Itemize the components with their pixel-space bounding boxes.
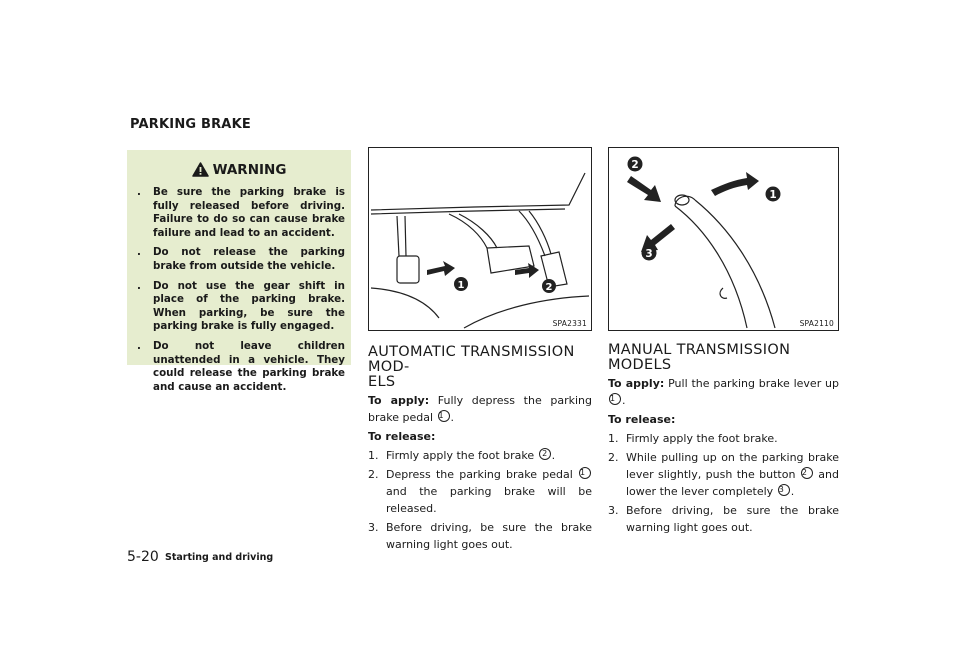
step-number: 1. (608, 432, 619, 445)
bullet: . (137, 186, 141, 198)
apply-paragraph (608, 375, 839, 409)
callout-1-label: 1 (769, 189, 777, 201)
warning-item-text: Do not release the parking brake from outside the vehicle. (153, 246, 345, 272)
manual-section (608, 343, 839, 536)
warning-item-text: Do not use the gear shift in place of the parking brake. When parking, be sure the parking brake is fully engaged. (153, 279, 345, 333)
warning-box (127, 150, 351, 393)
callout-ref: 2 (539, 448, 551, 460)
pedal-drawing (369, 148, 591, 330)
warning-item (135, 246, 345, 273)
warning-item (135, 340, 345, 394)
apply-label: To apply: (608, 377, 665, 390)
pedal-illustration (368, 147, 592, 331)
apply-paragraph (368, 392, 592, 426)
manual-heading: MANUAL TRANSMISSION MODELS (608, 342, 791, 373)
apply-text: Pull the parking brake lever up (668, 377, 839, 390)
callout-ref: 1 (609, 393, 621, 405)
callout-ref: 3 (778, 484, 790, 496)
callout-ref: 2 (801, 467, 813, 479)
arrow-icon (627, 176, 661, 202)
bullet: . (137, 339, 141, 352)
step-text: Firmly apply the foot brake. (626, 432, 778, 445)
step-text: and the parking brake will be released. (386, 485, 592, 515)
automatic-body (368, 392, 592, 553)
callout-2-label: 2 (545, 282, 553, 293)
callout-1-label: 1 (457, 280, 465, 291)
arrow-icon (427, 261, 455, 276)
page-number: 5-20 (127, 549, 159, 565)
footer-section: Starting and driving (165, 552, 274, 563)
warning-item-text: Do not leave children unattended in a vehicle. They could release the parking brake and cause an accident. (153, 339, 345, 393)
lever-drawing (609, 148, 838, 330)
apply-label: To apply: (368, 394, 430, 407)
step-number: 1. (368, 449, 379, 462)
automatic-heading (368, 345, 592, 390)
step (608, 430, 839, 447)
step (368, 466, 592, 517)
warning-triangle-icon (192, 162, 209, 177)
warning-item-text: Be sure the parking brake is fully released before driving. Failure to do so can cause brake failure and lead to an accident. (153, 186, 345, 239)
apply-text: Fully depress the parking brake (368, 394, 592, 424)
step-text: Firmly apply the foot brake (386, 449, 535, 462)
heading-line: ELS (368, 374, 396, 390)
release-label (608, 411, 839, 428)
punct: . (790, 485, 795, 498)
step-number: 3. (608, 504, 619, 517)
callout-ref: 1 (438, 410, 450, 422)
release-label-text: To release: (608, 413, 676, 426)
step-text: Before driving, be sure the brake warning light goes out. (626, 504, 839, 534)
section-title: PARKING BRAKE (130, 117, 251, 132)
step (608, 502, 839, 536)
step-text: and lower the lever completely (626, 468, 839, 498)
step-text: While pulling up on the parking brake lever slightly, push the button (626, 451, 839, 481)
warning-title: WARNING (212, 162, 287, 178)
figure-code: SPA2331 (552, 319, 587, 328)
lever-illustration (608, 147, 839, 331)
step-text: Depress the parking brake pedal (386, 468, 573, 481)
arrow-icon (515, 263, 539, 278)
callout-2-label: 2 (631, 159, 639, 171)
warning-list (135, 186, 345, 400)
release-label (368, 428, 592, 445)
bullet: . (137, 246, 141, 259)
punct: . (622, 394, 626, 407)
punct: . (551, 449, 556, 462)
step-number: 2. (368, 468, 379, 481)
bullet: . (137, 279, 141, 292)
warning-item (135, 186, 345, 240)
punct: . (450, 411, 455, 424)
step (608, 449, 839, 500)
callout-3-label: 3 (645, 248, 653, 260)
release-label-text: To release: (368, 430, 436, 443)
arrow-icon (711, 172, 759, 196)
manual-body (608, 375, 839, 536)
step-number: 2. (608, 451, 619, 464)
step-text: Before driving, be sure the brake warning light goes out. (386, 521, 592, 551)
automatic-section (368, 345, 592, 553)
warning-item (135, 280, 345, 334)
callout-ref: 1 (579, 467, 591, 479)
apply-text: pedal (402, 411, 434, 424)
step-number: 3. (368, 521, 379, 534)
heading-line: AUTOMATIC TRANSMISSION MOD- (368, 344, 575, 375)
step (368, 447, 592, 464)
step (368, 519, 592, 553)
figure-code: SPA2110 (799, 319, 834, 328)
warning-header (127, 162, 351, 178)
